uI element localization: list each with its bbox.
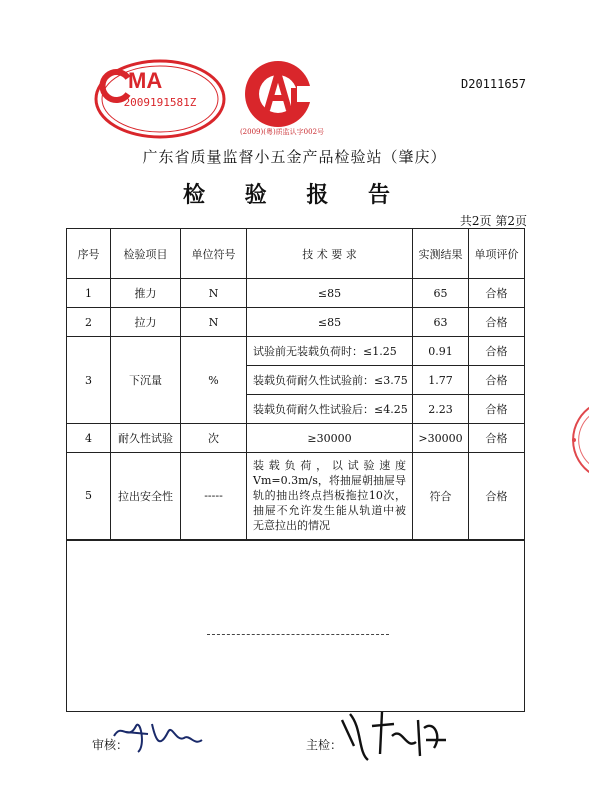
- cma-letters: MA: [128, 68, 163, 93]
- end-dashed-line: [207, 634, 389, 635]
- evaluation: 合格: [469, 424, 525, 453]
- requirement: 装载负荷，以试验速度Vm=0.3m/s，将抽屉朝抽屉导轨的抽出终点挡板拖拉10次，抽屉不允许发生能从轨道中被无意拉出的情况: [247, 453, 413, 540]
- table-row: [67, 308, 525, 337]
- partial-red-stamp: [532, 400, 589, 480]
- unit: -----: [181, 453, 247, 540]
- result: 2.23: [413, 395, 469, 424]
- inspector-signature: [332, 706, 452, 766]
- evaluation: 合格: [469, 337, 525, 366]
- evaluation: 合格: [469, 453, 525, 540]
- document-number: D20111657: [461, 77, 527, 91]
- test-item: 耐久性试验: [111, 424, 181, 453]
- blank-area-row: [67, 540, 525, 712]
- test-item: 推力: [111, 279, 181, 308]
- report-title: 检 验 报 告: [183, 182, 406, 208]
- result: 0.91: [413, 337, 469, 366]
- unit: N: [181, 279, 247, 308]
- header-cell: 技 术 要 求: [247, 229, 413, 279]
- requirement: 装载负荷耐久性试验前：≤3.75: [247, 366, 413, 395]
- unit: N: [181, 308, 247, 337]
- header-cell: 单项评价: [469, 229, 525, 279]
- row-number: 1: [67, 279, 111, 308]
- reviewer-signature: [108, 712, 208, 760]
- header-cell: 单位符号: [181, 229, 247, 279]
- blank-area: [67, 540, 525, 712]
- table-row: [67, 453, 525, 540]
- result: 63: [413, 308, 469, 337]
- result: 符合: [413, 453, 469, 540]
- test-item: 下沉量: [111, 337, 181, 424]
- test-item: 拉力: [111, 308, 181, 337]
- evaluation: 合格: [469, 308, 525, 337]
- requirement: ≤85: [247, 308, 413, 337]
- result: >30000: [413, 424, 469, 453]
- cma-number: 2009191581Z: [123, 96, 197, 109]
- header-cell: 实测结果: [413, 229, 469, 279]
- header-cell: 序号: [67, 229, 111, 279]
- requirement: ≤85: [247, 279, 413, 308]
- unit: 次: [181, 424, 247, 453]
- reviewer-label: 审核：: [92, 738, 129, 752]
- organization-title: 广东省质量监督小五金产品检验站（肇庆）: [142, 148, 447, 166]
- inspection-table: [66, 228, 525, 712]
- requirement: 装载负荷耐久性试验后：≤4.25: [247, 395, 413, 424]
- unit: %: [181, 337, 247, 424]
- evaluation: 合格: [469, 279, 525, 308]
- test-item: 拉出安全性: [111, 453, 181, 540]
- table-row: [67, 424, 525, 453]
- row-number: 3: [67, 337, 111, 424]
- cal-seal-logo: [231, 56, 325, 136]
- requirement: ≥30000: [247, 424, 413, 453]
- evaluation: 合格: [469, 395, 525, 424]
- row-number: 2: [67, 308, 111, 337]
- header-cell: 检验项目: [111, 229, 181, 279]
- table-row: [67, 279, 525, 308]
- inspector-label: 主检：: [306, 738, 343, 752]
- row-number: 5: [67, 453, 111, 540]
- page-info: 共2页 第2页: [459, 214, 527, 228]
- cal-certificate-text: (2009)(粤)质监认字002号: [239, 128, 325, 136]
- result: 65: [413, 279, 469, 308]
- table-row: [67, 337, 525, 366]
- requirement: 试验前无装载负荷时：≤1.25: [247, 337, 413, 366]
- row-number: 4: [67, 424, 111, 453]
- table-header-row: [67, 229, 525, 279]
- result: 1.77: [413, 366, 469, 395]
- evaluation: 合格: [469, 366, 525, 395]
